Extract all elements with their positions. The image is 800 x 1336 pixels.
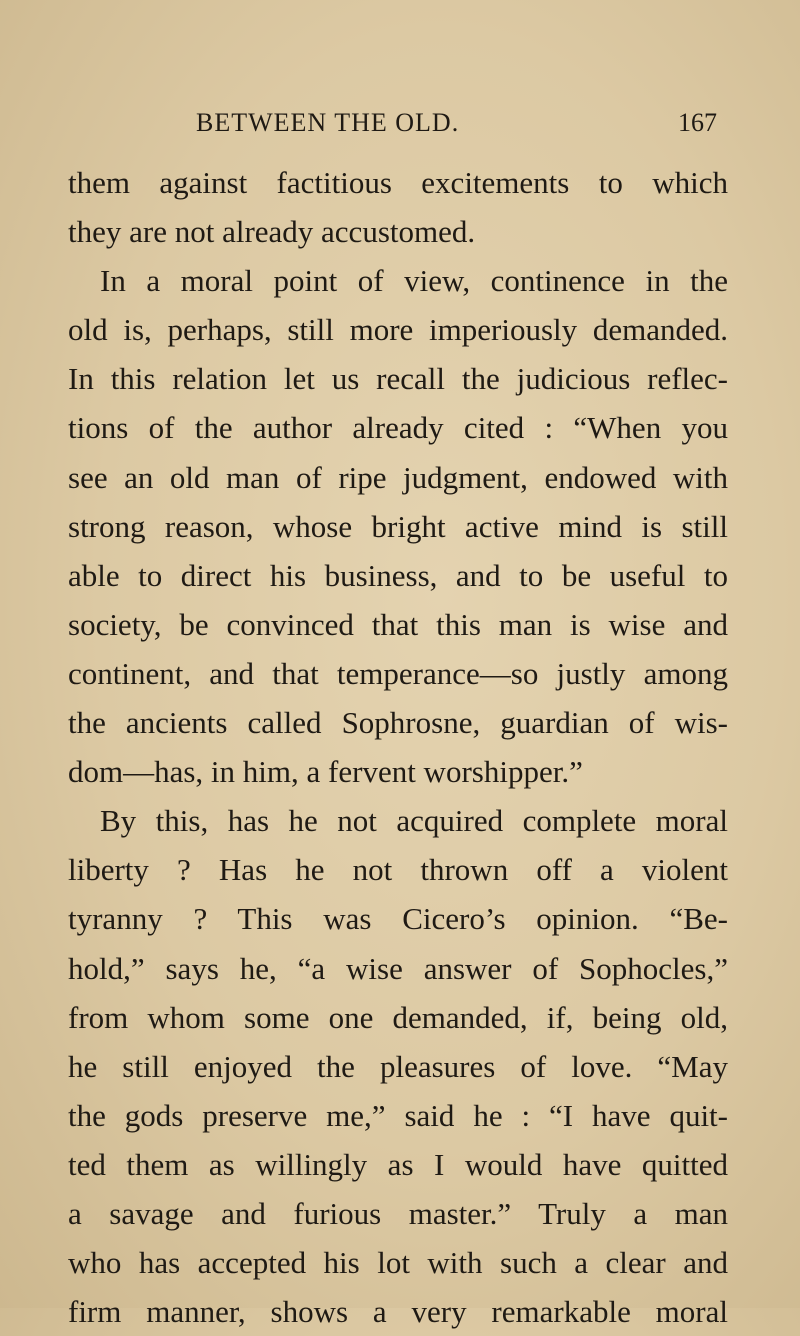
text-line: ted them as willingly as I would have quitted — [68, 1146, 728, 1182]
text-line: hold,” says he, “a wise answer of Sophocles,” — [68, 950, 728, 986]
text-line: from whom some one demanded, if, being old, — [68, 999, 728, 1035]
body-text — [68, 158, 728, 1336]
text-line: firm manner, shows a very remarkable moral — [68, 1294, 728, 1330]
text-line: liberty ? Has he not thrown off a violent — [68, 852, 728, 888]
text-line: they are not already accustomed. — [68, 214, 476, 250]
text-line: old is, perhaps, still more imperiously demanded. — [68, 312, 728, 348]
text-line: strong reason, whose bright active mind is still — [68, 508, 728, 544]
text-line: society, be convinced that this man is wise and — [68, 606, 728, 642]
text-line: see an old man of ripe judgment, endowed with — [68, 459, 728, 495]
text-line: tyranny ? This was Cicero’s opinion. “Be- — [68, 901, 728, 937]
text-line: In this relation let us recall the judicious reflec- — [68, 361, 728, 397]
text-line: a savage and furious master.” Truly a man — [68, 1195, 728, 1231]
text-line: the ancients called Sophrosne, guardian of wis- — [68, 705, 728, 741]
running-title: BETWEEN THE OLD. — [196, 108, 460, 137]
text-line: the gods preserve me,” said he : “I have quit- — [68, 1097, 728, 1133]
text-line: them against factitious excitements to which — [68, 165, 728, 200]
text-line: In a moral point of view, continence in the — [100, 263, 728, 299]
text-line: he still enjoyed the pleasures of love. “May — [68, 1048, 728, 1084]
text-line: tions of the author already cited : “When you — [68, 410, 728, 446]
page-number: 167 — [678, 108, 717, 137]
running-head — [0, 108, 800, 148]
text-line: who has accepted his lot with such a clear and — [68, 1245, 728, 1281]
text-line: able to direct his business, and to be useful to — [68, 557, 728, 593]
text-line: continent, and that temperance—so justly among — [68, 655, 728, 691]
text-line: dom—has, in him, a fervent worshipper.” — [68, 754, 583, 790]
text-line: By this, has he not acquired complete moral — [100, 803, 728, 839]
